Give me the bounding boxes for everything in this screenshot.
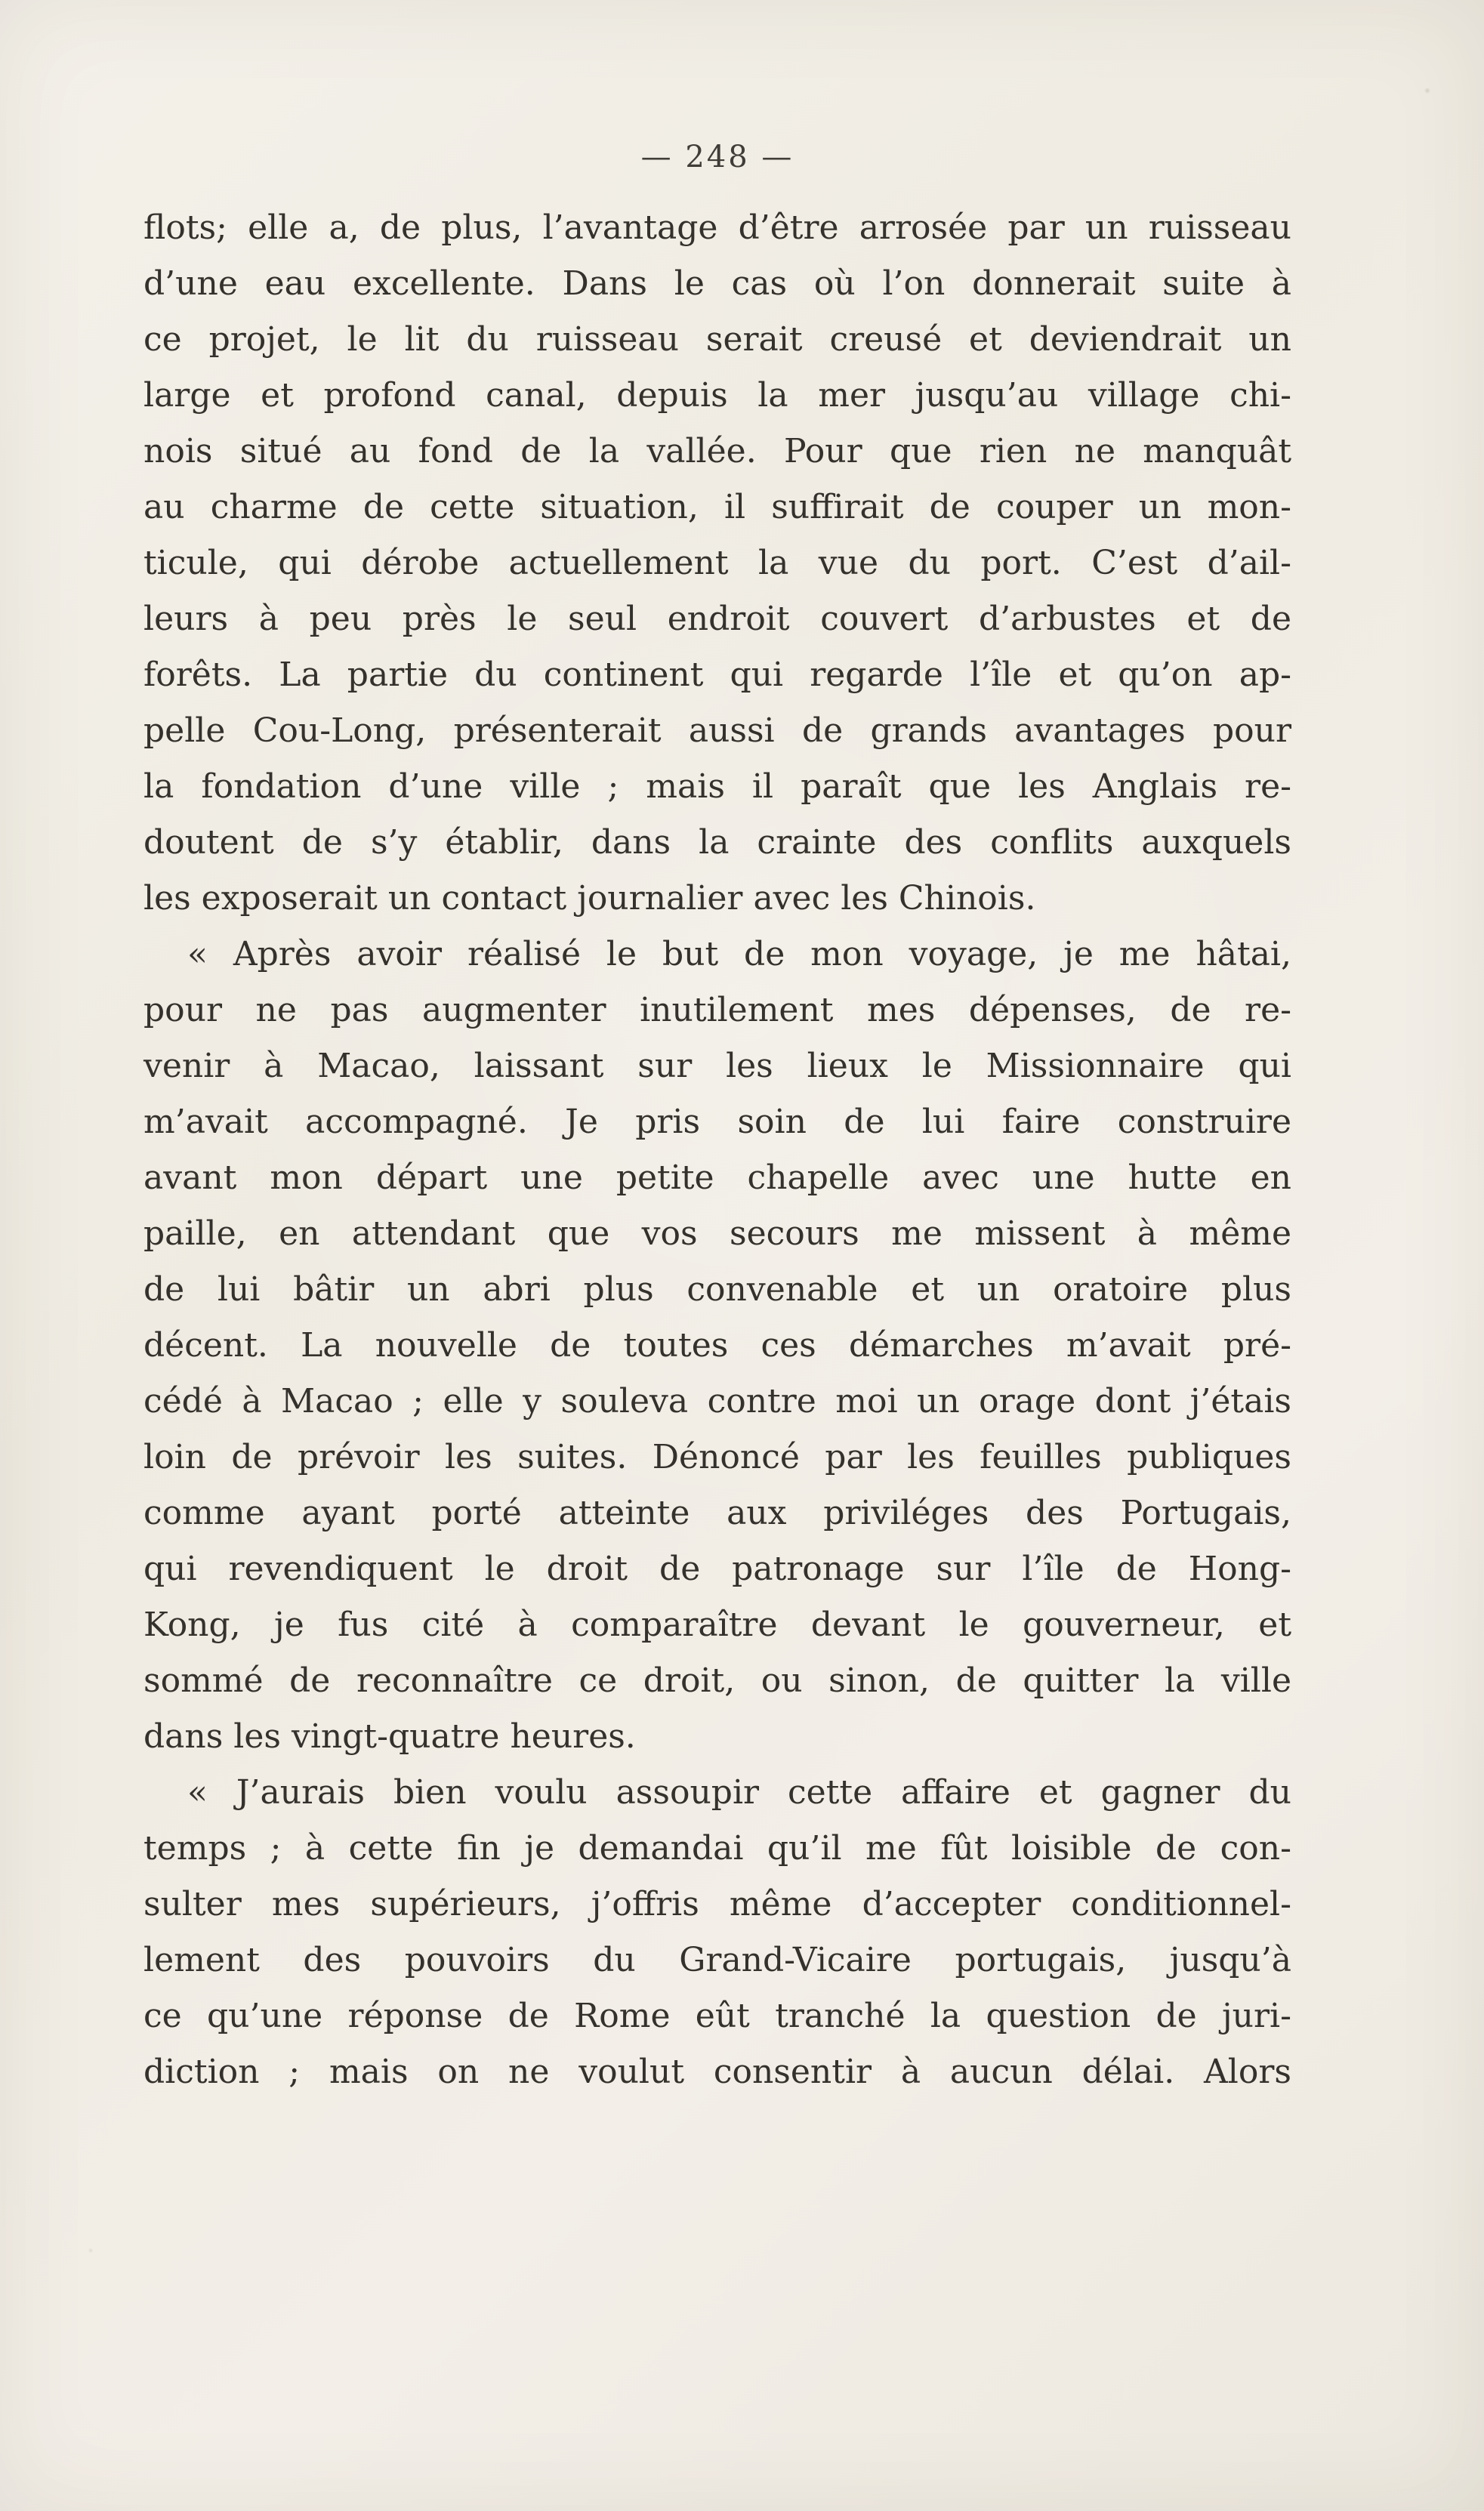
text-line: pelle Cou-Long, présenterait aussi de grands avantages pour xyxy=(143,711,1291,750)
text-line: pour ne pas augmenter inutilement mes dépenses, de re- xyxy=(143,991,1291,1029)
text-line: ce qu’une réponse de Rome eût tranché la question de juri- xyxy=(143,1997,1291,2035)
text-line: sommé de reconnaître ce droit, ou sinon, de quitter la ville xyxy=(143,1661,1291,1700)
text-line: diction ; mais on ne voulut consentir à aucun délai. Alors xyxy=(143,2053,1291,2091)
text-line: doutent de s’y établir, dans la crainte des conflits auxquels xyxy=(143,823,1291,862)
text-line: dans les vingt-quatre heures. xyxy=(143,1717,636,1756)
text-line: paille, en attendant que vos secours me missent à même xyxy=(143,1214,1291,1253)
text-line: m’avait accompagné. Je pris soin de lui faire construire xyxy=(143,1103,1291,1141)
text-line: « Après avoir réalisé le but de mon voyage, je me hâtai, xyxy=(187,935,1291,973)
text-line: nois situé au fond de la vallée. Pour que rien ne manquât xyxy=(143,432,1291,470)
text-line: flots; elle a, de plus, l’avantage d’être arrosée par un ruisseau xyxy=(143,208,1291,247)
text-line: d’une eau excellente. Dans le cas où l’on donnerait suite à xyxy=(143,264,1291,303)
text-line: au charme de cette situation, il suffirait de couper un mon- xyxy=(143,488,1291,526)
text-line: venir à Macao, laissant sur les lieux le Missionnaire qui xyxy=(143,1047,1291,1085)
text-line: la fondation d’une ville ; mais il paraît que les Anglais re- xyxy=(143,767,1291,806)
text-block xyxy=(143,200,1291,2100)
text-line: Kong, je fus cité à comparaître devant le gouverneur, et xyxy=(143,1606,1291,1644)
text-line: ce projet, le lit du ruisseau serait creusé et deviendrait un xyxy=(143,320,1291,359)
paragraph xyxy=(143,927,1291,1765)
text-line: décent. La nouvelle de toutes ces démarches m’avait pré- xyxy=(143,1326,1291,1365)
text-line: lement des pouvoirs du Grand-Vicaire portugais, jusqu’à xyxy=(143,1941,1291,1979)
text-line: de lui bâtir un abri plus convenable et un oratoire plus xyxy=(143,1270,1291,1309)
text-line: leurs à peu près le seul endroit couvert d’arbustes et de xyxy=(143,600,1291,638)
text-line: comme ayant porté atteinte aux priviléges des Portugais, xyxy=(143,1494,1291,1532)
text-line: les exposerait un contact journalier avec les Chinois. xyxy=(143,879,1036,918)
page-number: — 248 — xyxy=(640,140,794,174)
text-line: forêts. La partie du continent qui regarde l’île et qu’on ap- xyxy=(143,656,1291,694)
text-line: loin de prévoir les suites. Dénoncé par les feuilles publiques xyxy=(143,1438,1291,1476)
text-line: qui revendiquent le droit de patronage sur l’île de Hong- xyxy=(143,1550,1291,1588)
text-line: avant mon départ une petite chapelle avec une hutte en xyxy=(143,1158,1291,1197)
text-line: « J’aurais bien voulu assoupir cette affaire et gagner du xyxy=(187,1773,1291,1812)
text-line: ticule, qui dérobe actuellement la vue du port. C’est d’ail- xyxy=(143,544,1291,582)
text-line: sulter mes supérieurs, j’offris même d’accepter conditionnel- xyxy=(143,1885,1291,1923)
text-line: temps ; à cette fin je demandai qu’il me fût loisible de con- xyxy=(143,1829,1291,1868)
text-line: large et profond canal, depuis la mer jusqu’au village chi- xyxy=(143,376,1291,415)
paragraph xyxy=(143,1765,1291,2100)
book-page xyxy=(143,140,1291,2100)
text-line: cédé à Macao ; elle y souleva contre moi un orage dont j’étais xyxy=(143,1382,1291,1421)
paragraph xyxy=(143,200,1291,927)
